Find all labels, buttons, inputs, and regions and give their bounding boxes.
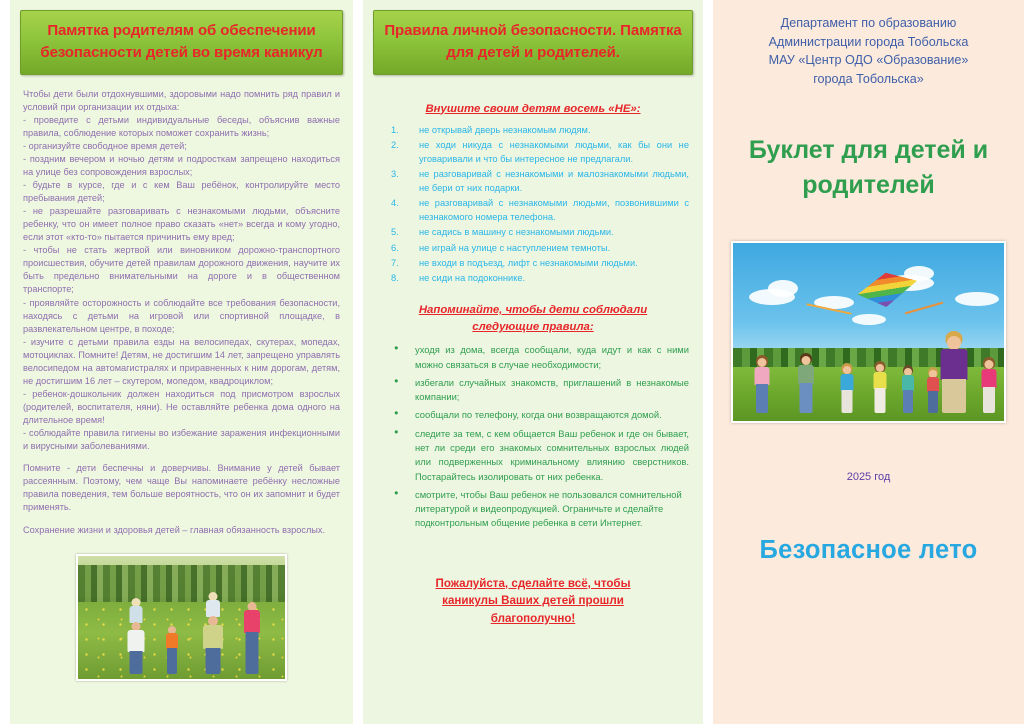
left-paragraph: - поздним вечером и ночью детям и подросткам запрещено находиться на улице без сопровождения взрослых;: [23, 153, 340, 177]
organization-line: города Тобольска»: [813, 71, 924, 86]
panel-left: [10, 0, 353, 724]
figure-child: [793, 353, 819, 413]
closing-appeal: [377, 575, 689, 628]
section-title-eight-no-text: Внушите своим детям восемь «НЕ»:: [425, 102, 641, 115]
children-flying-kite-photo: [731, 241, 1006, 423]
mid-panel-body: [373, 101, 693, 628]
appeal-line-3: благополучно!: [490, 611, 576, 625]
figure-child: [836, 363, 858, 413]
panel-middle: [363, 0, 703, 724]
left-paragraph: - проявляйте осторожность и соблюдайте все требования безопасности, находясь с детьми на игровой или спортивной площадке, в развлекательном центре, в походе;: [23, 297, 340, 334]
appeal-line-2: каникулы Ваших детей прошли: [442, 594, 624, 608]
organization-line: Департамент по образованию: [780, 16, 957, 30]
year-label: 2025 год: [846, 470, 891, 483]
left-paragraph-reminder: Помните - дети беспечны и доверчивы. Внимание у детей бывает рассеянным. Поэтому, чем чаще Вы напоминаете ребёнку несложные правила поведения, тем больше вероятность, что он их запомнит и будет применять.: [23, 463, 340, 513]
section-title-eight-no: [377, 101, 689, 118]
left-header-line-1: Памятка родителям об обеспечении: [47, 22, 316, 39]
figure-boy: [161, 626, 183, 674]
figure-father: [196, 592, 230, 674]
booklet-title-line-2: родителей: [802, 171, 935, 199]
mid-header-line-1: Правила личной безопасности. Памятка: [384, 22, 682, 39]
left-paragraph: - чтобы не стать жертвой или виновником дорожно-транспортного происшествия, обучите детей правилам дорожного движения, научите их быть предельно внимательными на дороге и в общественном транспорте;: [23, 245, 340, 295]
list-item: ● следите за тем, с кем общается Ваш ребенок и где он бывает, нет ли среди его знакомых сомнительных взрослых людей или подверженных криминальному влиянию сверстников. Постарайтесь изолировать от них ребенка.: [377, 427, 689, 484]
mid-panel-header: [373, 10, 693, 75]
figure-child: [898, 365, 918, 413]
panel-right-cover: [713, 0, 1024, 724]
list-item: ● избегали случайных знакомств, приглашений в незнакомые компании;: [377, 376, 689, 405]
section-title-reminders-line-2: следующие правила:: [472, 321, 594, 334]
eight-no-list: [377, 123, 689, 285]
list-item: не сиди на подоконнике.: [419, 272, 526, 283]
booklet-title-line-1: Буклет для детей и: [748, 135, 989, 164]
appeal-line-1: Пожалуйста, сделайте всё, чтобы: [435, 576, 631, 590]
reminder-rules-list: [377, 343, 689, 531]
list-item: не играй на улице с наступлением темноты.: [419, 242, 611, 253]
list-item: не входи в подъезд, лифт с незнакомыми людьми.: [419, 257, 638, 268]
left-paragraph: - организуйте свободное время детей;: [23, 140, 187, 151]
left-paragraph: - не разрешайте разговаривать с незнакомыми людьми, объясните ребенку, что он имеет полное право сказать «нет» всегда и кому угодно, если этот «кто-то» пытается причинить ему вред;: [23, 206, 340, 243]
section-title-reminders: [377, 302, 689, 336]
organization-block: [725, 14, 1012, 89]
list-item: ● сообщали по телефону, когда они возвращаются домой.: [377, 408, 689, 422]
left-paragraph: - проведите с детьми индивидуальные беседы, объяснив важные правила, соблюдение которых поможет сохранить жизнь;: [23, 114, 340, 138]
list-item: не ходи никуда с незнакомыми людьми, как бы они не уговаривали и что бы интересное не предлагали.: [419, 139, 689, 164]
list-item: не открывай дверь незнакомым людям.: [419, 124, 591, 135]
section-title-reminders-line-1: Напоминайте, чтобы дети соблюдали: [418, 303, 648, 316]
left-paragraph: - соблюдайте правила гигиены во избежание заражения инфекционными и вирусными заболеваниями.: [23, 428, 340, 452]
family-in-dandelion-field-photo: [76, 554, 287, 681]
list-item: не разговаривай с незнакомыми людьми, позвонившими с незнакомого номера телефона.: [419, 198, 689, 223]
figure-child: [869, 361, 891, 413]
list-item: ● уходя из дома, всегда сообщали, куда идут и как с ними можно связаться в случае необходимости;: [377, 343, 689, 372]
booklet-title: [725, 133, 1012, 204]
list-item: не садись в машину с незнакомыми людьми.: [419, 227, 614, 238]
organization-line: МАУ «Центр ОДО «Образование»: [768, 53, 969, 68]
left-paragraph: - изучите с детьми правила езды на велосипедах, скутерах, мопедах, мотоциклах. Помните! Детям, не достигшим 14 лет, запрещено управлять велосипедом на автомагистралях и приравненных к ним дорогам, детям, не достигшим 16 лет – скутером, мопедом, квадроциклом;: [23, 336, 340, 386]
left-paragraph: - ребенок-дошкольник должен находиться под присмотром взрослых (родителей, воспитателя, няни). Не оставляйте ребенка дома одного на длительное время!: [23, 388, 340, 426]
figure-child: [977, 357, 1001, 413]
left-paragraph: - будьте в курсе, где и с кем Ваш ребёнок, контролируйте место пребывания детей;: [23, 179, 340, 203]
figure-girl: [239, 602, 265, 674]
left-panel-header: [20, 10, 343, 75]
figure-mother: [121, 598, 151, 674]
left-header-line-2: безопасности детей во время каникул: [40, 43, 323, 61]
list-item: не разговаривай с незнакомыми и малознакомыми людьми, не бери от них подарки.: [419, 168, 689, 194]
left-panel-body: [20, 88, 343, 537]
slogan-safe-summer: Безопасное лето: [759, 535, 978, 564]
figure-child-foreground: [934, 331, 974, 413]
figure-child: [749, 355, 775, 413]
left-paragraph: Чтобы дети были отдохнувшими, здоровыми надо помнить ряд правил и условий при организации их отдыха:: [23, 88, 340, 112]
organization-line: Администрации города Тобольска: [768, 34, 969, 49]
list-item: ● смотрите, чтобы Ваш ребенок не пользовался сомнительной литературой и видеопродукцией. Ограничьте и сделайте подконтрольным общение ребенка в сети Интернет.: [377, 488, 689, 531]
left-paragraph-closing: Сохранение жизни и здоровья детей – главная обязанность взрослых.: [23, 524, 326, 535]
mid-header-line-2: для детей и родителей.: [446, 43, 620, 61]
